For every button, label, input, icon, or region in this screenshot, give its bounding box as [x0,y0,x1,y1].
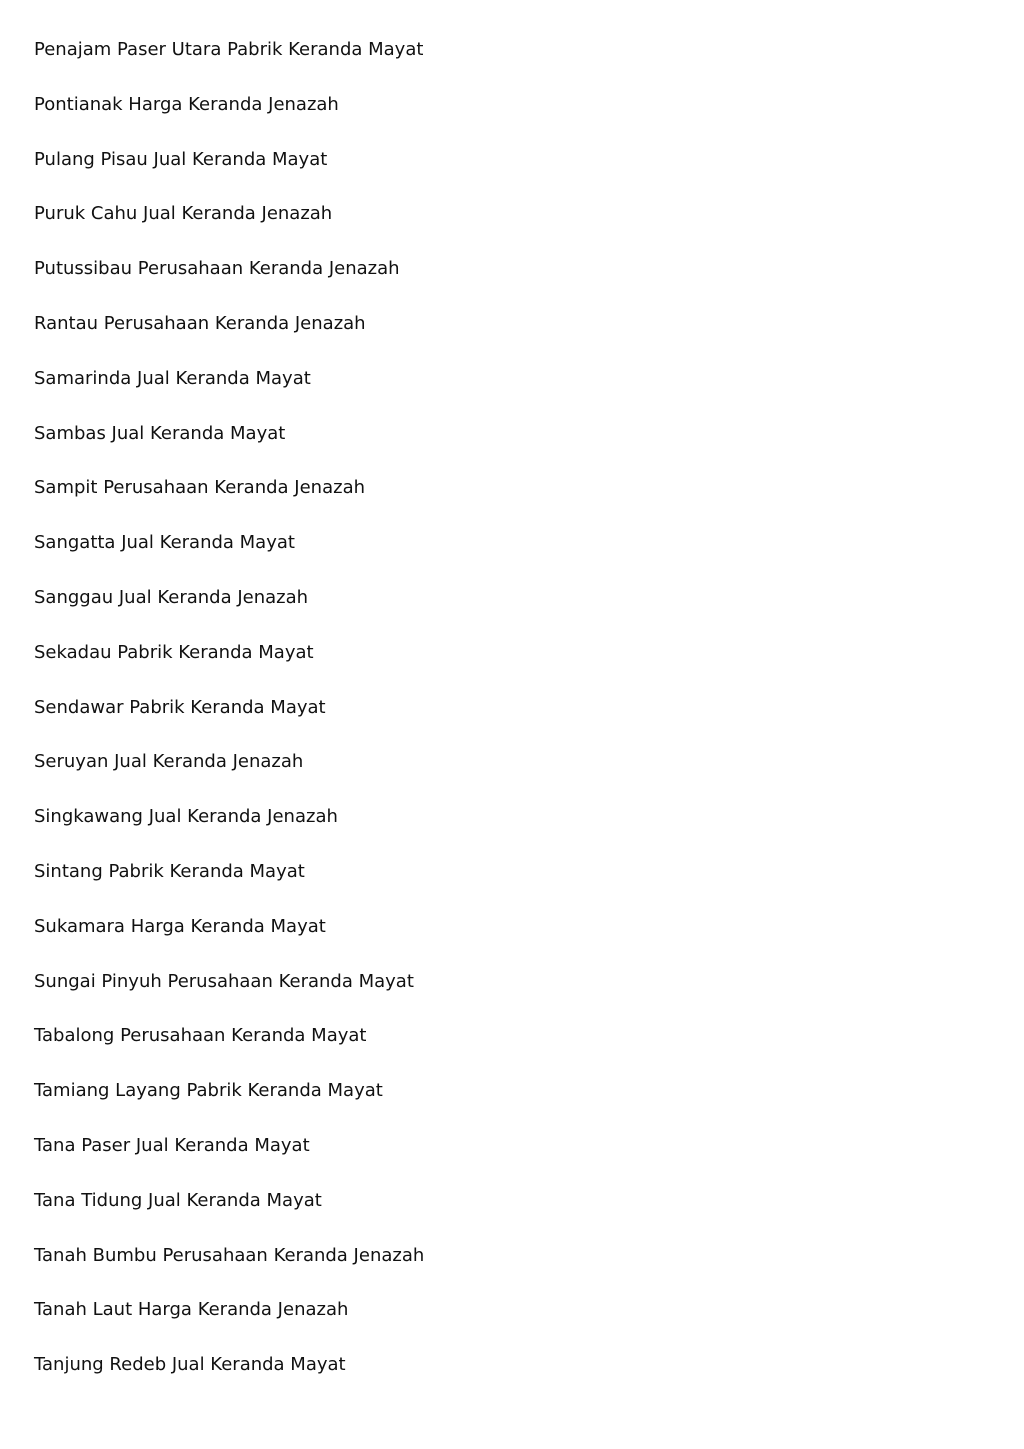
text-line: Sangatta Jual Keranda Mayat [34,532,295,554]
text-line: Tanah Laut Harga Keranda Jenazah [34,1299,349,1321]
text-line: Tamiang Layang Pabrik Keranda Mayat [34,1080,383,1102]
text-line: Pontianak Harga Keranda Jenazah [34,93,339,115]
text-line: Tanah Bumbu Perusahaan Keranda Jenazah [34,1244,425,1266]
text-line: Samarinda Jual Keranda Mayat [34,367,311,389]
text-line: Tana Paser Jual Keranda Mayat [34,1134,310,1156]
text-line: Sanggau Jual Keranda Jenazah [34,586,309,608]
text-line: Puruk Cahu Jual Keranda Jenazah [34,203,333,225]
text-line: Seruyan Jual Keranda Jenazah [34,751,304,773]
text-line: Sampit Perusahaan Keranda Jenazah [34,477,366,499]
text-line: Putussibau Perusahaan Keranda Jenazah [34,258,400,280]
text-line: Sambas Jual Keranda Mayat [34,422,286,444]
text-line: Tana Tidung Jual Keranda Mayat [34,1189,322,1211]
text-line: Sekadau Pabrik Keranda Mayat [34,641,314,663]
text-line: Sungai Pinyuh Perusahaan Keranda Mayat [34,970,414,992]
text-line: Pulang Pisau Jual Keranda Mayat [34,148,328,170]
text-line: Sukamara Harga Keranda Mayat [34,915,326,937]
text-line-list [34,37,424,1407]
text-line: Tabalong Perusahaan Keranda Mayat [34,1025,367,1047]
text-line: Sintang Pabrik Keranda Mayat [34,860,305,882]
text-line: Sendawar Pabrik Keranda Mayat [34,696,326,718]
text-line: Tanjung Redeb Jual Keranda Mayat [34,1354,346,1376]
text-line: Singkawang Jual Keranda Jenazah [34,806,338,828]
text-line: Rantau Perusahaan Keranda Jenazah [34,312,366,334]
text-line: Penajam Paser Utara Pabrik Keranda Mayat [34,39,424,60]
